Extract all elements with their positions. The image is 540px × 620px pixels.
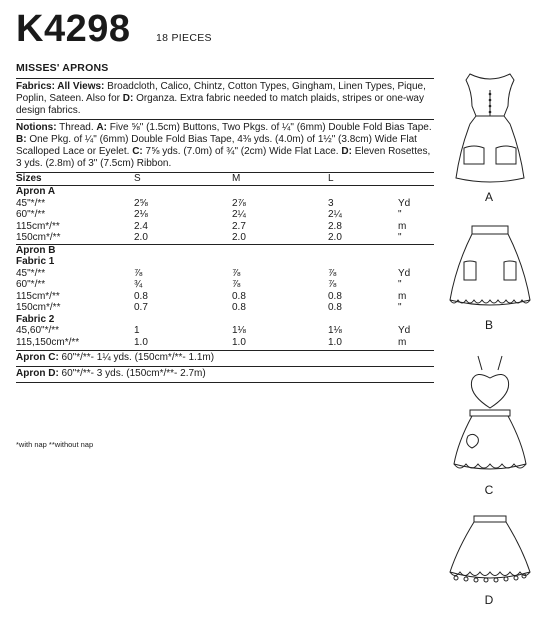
table-row <box>16 268 434 280</box>
pattern-number: K4298 <box>16 8 131 50</box>
row-fabric-width: 115cm*/** <box>16 220 60 232</box>
row-size-s: ⅞ <box>134 267 143 279</box>
row-size-l: 0.8 <box>328 290 342 302</box>
piece-count: 18 PIECES <box>156 32 212 44</box>
apron-d-text: 60"*/**- 3 yds. (150cm*/**- 2.7m) <box>58 368 206 379</box>
row-unit: m <box>398 290 407 302</box>
apron-c-yardage <box>16 350 434 366</box>
row-fabric-width: 150cm*/** <box>16 302 61 313</box>
header-sizes: Sizes <box>16 173 134 186</box>
view-b-label: B <box>484 318 493 332</box>
view-b-illustration <box>446 222 534 314</box>
notions-c-label: C: <box>132 146 143 157</box>
table-row <box>16 302 434 314</box>
row-size-l: ⅞ <box>328 267 337 279</box>
section-fabric-1: Fabric 1 <box>16 256 55 267</box>
row-fabric-width: 115,150cm*/** <box>16 336 80 348</box>
row-size-l: 2.8 <box>328 220 342 232</box>
table-row <box>16 232 434 244</box>
row-size-l: 2.0 <box>328 232 342 243</box>
header-size-m: M <box>232 173 328 186</box>
fabrics-paragraph <box>16 79 434 119</box>
fabrics-text: Broadcloth, Calico, Chintz, Cotton Types, Gingham, Linen Types, Pique, Poplin, Sateen. Also for <box>16 81 426 104</box>
row-size-l: 3 <box>328 197 334 209</box>
row-fabric-width: 150cm*/** <box>16 232 61 243</box>
table-row <box>16 291 434 303</box>
nap-footnote: *with nap **without nap <box>16 440 94 449</box>
table-row <box>16 198 434 210</box>
table-row <box>16 337 434 349</box>
row-unit: m <box>398 220 407 232</box>
row-unit: " <box>398 302 402 313</box>
view-c-illustration <box>448 352 532 476</box>
notions-d-label: D: <box>341 146 352 157</box>
notions-label: Notions: <box>16 122 57 133</box>
row-size-l: 0.8 <box>328 302 342 313</box>
row-size-s: ¾ <box>134 279 143 290</box>
row-size-m: 0.8 <box>232 302 246 313</box>
row-size-m: 0.8 <box>232 290 246 302</box>
row-size-s: 2.0 <box>134 232 148 243</box>
row-size-s: 1 <box>134 325 140 336</box>
table-row <box>16 279 434 291</box>
row-unit: Yd <box>398 267 411 279</box>
row-size-s: 0.7 <box>134 302 148 313</box>
fabrics-d-text: Organza. Extra fabric needed to match plaids, stripes or one-way design fabrics. <box>16 93 424 116</box>
view-d-illustration <box>446 512 534 588</box>
notions-text-5: Eleven Rosettes, 3 yds. (2.8m) of 3" (7.5cm) Ribbon. <box>16 146 431 169</box>
row-size-s: 2.4 <box>134 220 148 232</box>
notions-b-label: B: <box>16 134 27 145</box>
row-unit: Yd <box>398 325 411 336</box>
row-unit: " <box>398 209 402 220</box>
apron-c-text: 60"*/**- 1¼ yds. (150cm*/**- 1.1m) <box>58 352 215 363</box>
row-unit: m <box>398 336 407 348</box>
row-size-m: 1.0 <box>232 336 246 348</box>
row-unit: " <box>398 232 402 243</box>
row-fabric-width: 45,60"*/** <box>16 325 60 336</box>
view-a-illustration <box>450 70 530 190</box>
row-size-l: 1.0 <box>328 336 342 348</box>
row-size-m: ⅞ <box>232 267 241 279</box>
section-apron-a: Apron A <box>16 186 56 197</box>
row-fabric-width: 60"*/** <box>16 279 46 290</box>
row-size-m: 1⅛ <box>232 325 246 336</box>
row-fabric-width: 115cm*/** <box>16 290 60 302</box>
row-size-m: 2⅞ <box>232 197 246 209</box>
view-c-label: C <box>484 483 494 497</box>
table-row <box>16 325 434 337</box>
notions-text-4: 7⅝ yds. (7.0m) of ¾" (2cm) Wide Flat Lace. <box>142 146 342 157</box>
fabrics-d-label: D: <box>122 93 134 104</box>
section-fabric-2: Fabric 2 <box>16 313 55 325</box>
notions-text-1: Thread. <box>56 122 97 133</box>
row-size-s: 1.0 <box>134 336 148 348</box>
notions-a-label: A: <box>96 122 107 133</box>
table-header-row <box>16 173 434 186</box>
view-a-label: A <box>484 190 493 204</box>
row-size-s: 2⅛ <box>134 209 148 220</box>
row-fabric-width: 45"*/** <box>16 197 46 209</box>
section-apron-b: Apron B <box>16 244 434 256</box>
row-size-l: 2¼ <box>328 209 342 220</box>
row-size-m: 2.0 <box>232 232 246 243</box>
row-size-l: 1⅛ <box>328 325 342 336</box>
row-size-m: 2.7 <box>232 220 246 232</box>
header-size-s: S <box>134 173 232 186</box>
row-fabric-width: 45"*/** <box>16 267 46 279</box>
yardage-table <box>16 172 434 348</box>
row-unit: " <box>398 279 402 290</box>
apron-d-label: Apron D: <box>16 368 59 379</box>
notions-text-3: One Pkg. of ¼" (6mm) Double Fold Bias Tape, 4⅜ yds. (4.0m) of 1½" (3.8cm) Wide Flat Scalloped Lace or Eyelet. <box>16 134 417 157</box>
table-row <box>16 221 434 233</box>
header-size-l: L <box>328 173 398 186</box>
row-size-l: ⅞ <box>328 279 337 290</box>
row-size-m: ⅞ <box>232 279 241 290</box>
row-unit: Yd <box>398 197 411 209</box>
apron-c-label: Apron C: <box>16 352 59 363</box>
notions-paragraph <box>16 120 434 172</box>
notions-text-2: Five ⅝" (1.5cm) Buttons, Two Pkgs. of ¼" (6mm) Double Fold Bias Tape. <box>106 122 432 133</box>
apron-d-yardage <box>16 366 434 383</box>
row-size-s: 2⅝ <box>134 197 148 209</box>
fabrics-label: Fabrics: All Views: <box>16 81 105 92</box>
pattern-envelope-back <box>16 62 434 383</box>
view-d-label: D <box>484 593 494 607</box>
row-size-s: 0.8 <box>134 290 148 302</box>
row-fabric-width: 60"*/** <box>16 209 46 220</box>
header-unit <box>398 173 434 186</box>
row-size-m: 2¼ <box>232 209 246 220</box>
table-row <box>16 209 434 221</box>
pattern-title: MISSES' APRONS <box>16 62 109 74</box>
